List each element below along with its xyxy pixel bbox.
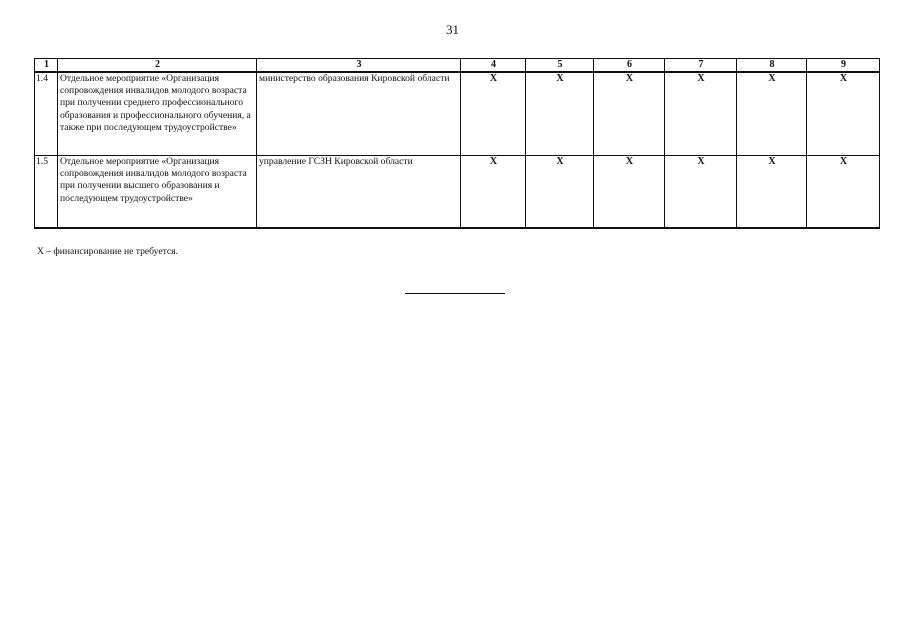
value-cell: Х [665, 156, 737, 229]
value-cell: Х [737, 72, 807, 156]
value-cell: Х [461, 156, 526, 229]
value-cell: Х [594, 156, 665, 229]
footnote: Х – финансирование не требуется. [37, 246, 178, 257]
end-divider [405, 293, 505, 294]
value-cell: Х [594, 72, 665, 156]
event-name: Отдельное мероприятие «Организация сопровождения инвалидов молодого возраста при получении среднего профессионального образования и профессионального обучения, а также при последующем трудоустройстве» [58, 72, 257, 156]
column-header: 8 [737, 59, 807, 73]
value-cell: Х [807, 72, 880, 156]
value-cell: Х [461, 72, 526, 156]
column-header: 6 [594, 59, 665, 73]
column-header: 9 [807, 59, 880, 73]
page-number: 31 [446, 22, 459, 37]
table-row [35, 156, 880, 229]
table-row [35, 72, 880, 156]
value-cell: Х [526, 156, 594, 229]
table-header-row [35, 59, 880, 73]
row-number: 1.5 [35, 156, 58, 229]
value-cell: Х [665, 72, 737, 156]
value-cell: Х [737, 156, 807, 229]
value-cell: Х [807, 156, 880, 229]
executor-name: министерство образования Кировской области [257, 72, 461, 156]
row-number: 1.4 [35, 72, 58, 156]
financing-table [34, 58, 880, 229]
column-header: 4 [461, 59, 526, 73]
column-header: 1 [35, 59, 58, 73]
column-header: 3 [257, 59, 461, 73]
event-name: Отдельное мероприятие «Организация сопровождения инвалидов молодого возраста при получении высшего образования и последующем трудоустройстве» [58, 156, 257, 229]
value-cell: Х [526, 72, 594, 156]
column-header: 2 [58, 59, 257, 73]
column-header: 5 [526, 59, 594, 73]
column-header: 7 [665, 59, 737, 73]
executor-name: управление ГСЗН Кировской области [257, 156, 461, 229]
